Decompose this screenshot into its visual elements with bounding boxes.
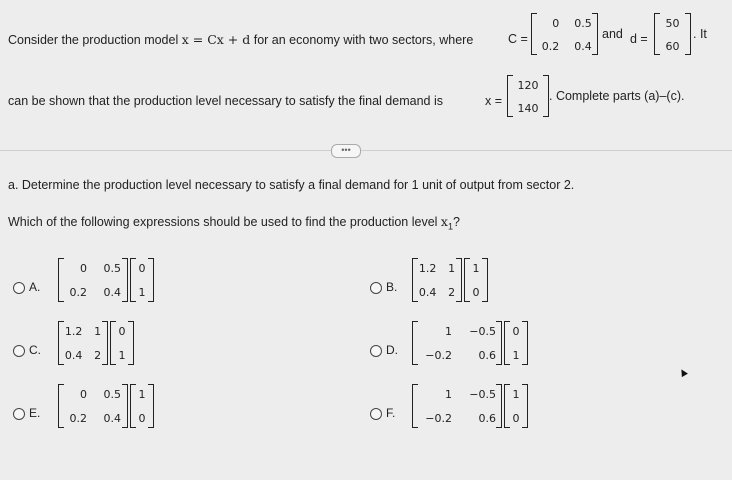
vector-x-cell: 120 [517,79,539,92]
problem-line-1 [8,32,473,47]
vector-x-cell: 140 [517,102,539,115]
complete-parts-text: . Complete parts (a)–(c). [549,89,685,103]
option-c-matrix [58,321,108,365]
matrix-c-cell: 0.2 [541,40,560,53]
option-f-matrix-cell: 0.6 [478,412,496,425]
option-c-vector-cell: 0 [118,325,126,338]
option-b-matrix-cell: 1 [448,262,456,275]
option-d-letter: D. [386,343,398,357]
part-a-subquestion [8,214,460,232]
subquestion-suffix: ? [453,215,460,229]
option-a-vector-cell: 0 [138,262,146,275]
option-a-vector-cell: 1 [138,286,146,299]
option-f-matrix-cell: 1 [445,388,452,401]
option-a-matrix [58,258,128,302]
option-d-matrix-cell: 0.6 [478,349,496,362]
option-b-vector [464,258,488,302]
d-label: d = [630,32,648,46]
option-a-vector [130,258,154,302]
option-a-matrix-cell: 0.4 [103,286,121,299]
option-d-matrix-cell: −0.2 [425,349,452,362]
option-e-vector-cell: 1 [138,388,146,401]
intro-text-a: Consider the production model [8,33,179,47]
option-e-matrix-cell: 0 [80,388,87,401]
expand-ellipsis-button[interactable]: ••• [331,144,361,158]
radio-option-c[interactable] [13,345,25,357]
option-d-vector-cell: 0 [512,325,520,338]
option-f-vector-cell: 0 [512,412,520,425]
option-e-matrix-cell: 0.4 [103,412,121,425]
mouse-pointer-icon: ▲ [674,362,692,382]
option-c-matrix-cell: 1.2 [64,325,83,338]
option-b-letter: B. [386,280,398,294]
c-label: C = [508,32,528,46]
option-e-matrix-cell: 0.5 [103,388,121,401]
option-e-vector-cell: 0 [138,412,146,425]
option-b-matrix-cell: 2 [448,286,456,299]
matrix-c [531,13,598,55]
subquestion-sub: 1 [447,221,453,232]
vector-d-cell: 60 [665,40,680,53]
option-e-matrix-cell: 0.2 [69,412,87,425]
option-c-matrix-cell: 1 [94,325,102,338]
option-c-matrix-cell: 2 [94,349,102,362]
option-b-vector-cell: 0 [472,286,480,299]
option-f-matrix-cell: −0.2 [425,412,452,425]
option-b-matrix-cell: 0.4 [418,286,437,299]
option-d-matrix [412,321,502,365]
it-text: . It [693,27,707,41]
radio-option-f[interactable] [370,408,382,420]
matrix-c-cell: 0.5 [574,17,592,30]
option-c-vector [110,321,134,365]
option-e-vector [130,384,154,428]
part-a-question: a. Determine the production level necessary to satisfy a final demand for 1 unit of output from sector 2. [8,178,575,192]
option-f-matrix [412,384,502,428]
radio-option-a[interactable] [13,282,25,294]
option-b-matrix-cell: 1.2 [418,262,437,275]
option-c-vector-cell: 1 [118,349,126,362]
option-e-matrix [58,384,128,428]
option-b-matrix [412,258,462,302]
option-b-vector-cell: 1 [472,262,480,275]
subquestion-prefix: Which of the following expressions should be used to find the production level [8,215,438,229]
option-c-letter: C. [29,343,41,357]
x-label: x = [485,94,503,108]
option-a-matrix-cell: 0.2 [69,286,87,299]
vector-d [654,13,691,55]
matrix-c-cell: 0.4 [574,40,592,53]
vector-x [507,75,549,117]
section-divider [0,150,732,151]
option-d-matrix-cell: 1 [445,325,452,338]
option-d-matrix-cell: −0.5 [469,325,496,338]
option-d-vector [504,321,528,365]
radio-option-d[interactable] [370,345,382,357]
radio-option-e[interactable] [13,408,25,420]
option-f-vector [504,384,528,428]
option-a-matrix-cell: 0 [80,262,87,275]
option-e-letter: E. [29,406,41,420]
intro-text-b: for an economy with two sectors, where [253,33,474,47]
subquestion-var: x [440,214,448,229]
radio-option-b[interactable] [370,282,382,294]
model-equation: x = Cx + d [181,32,251,47]
problem-line-2: can be shown that the production level necessary to satisfy the final demand is [8,94,443,108]
option-f-vector-cell: 1 [512,388,520,401]
option-f-letter: F. [386,406,396,420]
and-label: and [602,27,623,41]
matrix-c-cell: 0 [552,17,560,30]
option-f-matrix-cell: −0.5 [469,388,496,401]
option-d-vector-cell: 1 [512,349,520,362]
option-c-matrix-cell: 0.4 [64,349,83,362]
option-a-letter: A. [29,280,41,294]
option-a-matrix-cell: 0.5 [103,262,121,275]
vector-d-cell: 50 [665,17,680,30]
